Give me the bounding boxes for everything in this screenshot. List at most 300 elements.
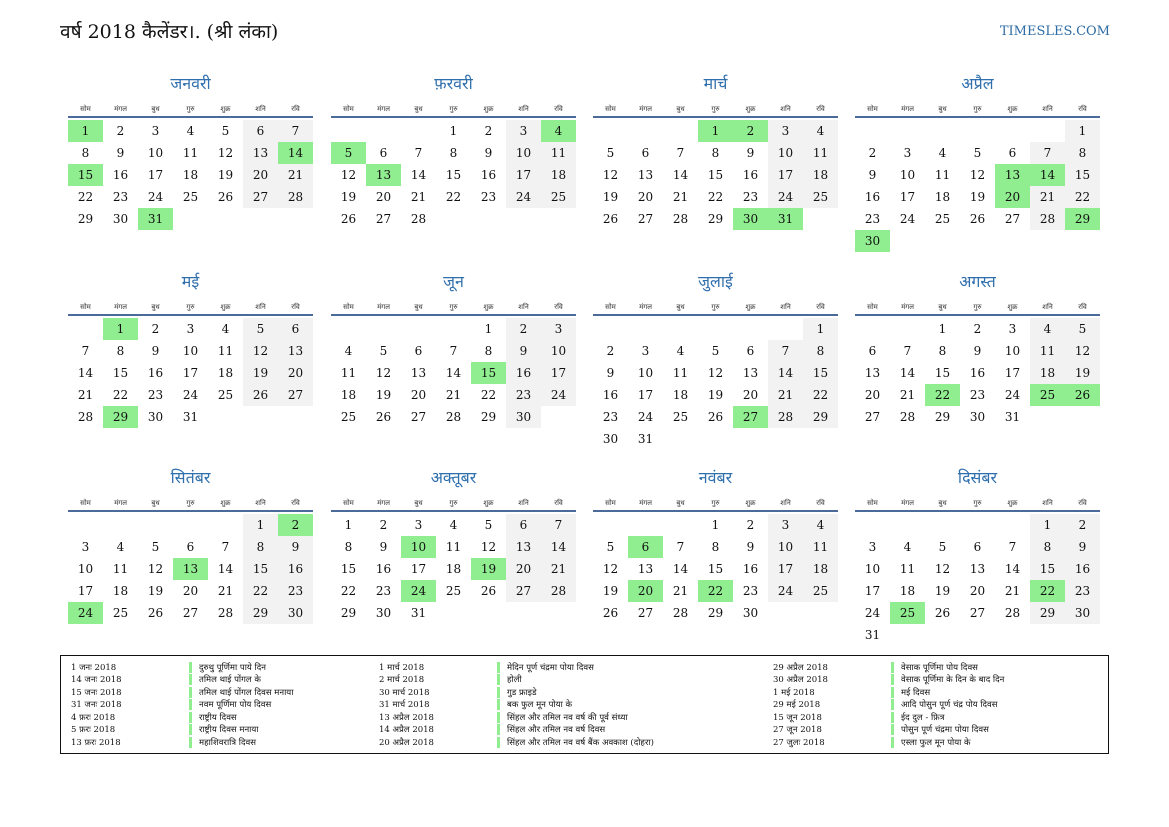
weekday-label: गुरु: [711, 499, 720, 507]
weekday-label: शुक्र: [1007, 499, 1018, 507]
day-cell: 6: [186, 540, 195, 554]
holiday-date: 20 अप्रैल 2018: [379, 737, 434, 748]
day-cell: 29: [340, 606, 357, 620]
empty-cell: [855, 514, 890, 536]
holiday-name: तमिल थाई पोंगल के: [199, 675, 261, 686]
holiday-row: [763, 699, 1004, 712]
weekday-label: मंगल: [639, 499, 652, 507]
day-cell: 12: [217, 146, 234, 160]
day-cell: 28: [1030, 208, 1065, 230]
day-cell: 9: [116, 146, 125, 160]
weekday-label: शनि: [518, 499, 529, 507]
day-cell: 19: [707, 388, 724, 402]
weekday-label: बुध: [938, 303, 947, 311]
weekday-label: मंगल: [377, 105, 390, 113]
holiday-date: 1 जनः 2018: [71, 662, 117, 673]
day-cell: 26: [707, 410, 724, 424]
weekday-label: रवि: [554, 499, 563, 507]
day-cell: 22: [707, 190, 724, 204]
day-cell: 16: [147, 366, 164, 380]
holiday-row: [369, 736, 654, 749]
holiday-date: 15 जनः 2018: [71, 687, 122, 698]
day-cell: 4: [221, 322, 230, 336]
days-grid: [855, 318, 1100, 428]
day-cell: 24: [541, 384, 576, 406]
day-cell: 24: [768, 186, 803, 208]
day-cell: 1: [803, 318, 838, 340]
day-cell: 14: [217, 562, 234, 576]
holiday-column: [61, 661, 293, 749]
day-cell: 21: [1030, 186, 1065, 208]
holiday-day-cell: 2: [733, 120, 768, 142]
holiday-name: सिंहल और तमिल नव वर्ष दिवस: [507, 725, 606, 736]
weekday-header: [68, 294, 313, 316]
empty-cell: [593, 318, 628, 340]
day-cell: 10: [77, 562, 94, 576]
weekday-label: गुरु: [186, 499, 195, 507]
weekday-header: [331, 490, 576, 512]
weekday-label: गुरु: [973, 499, 982, 507]
empty-cell: [890, 318, 925, 340]
day-cell: 8: [116, 344, 125, 358]
day-cell: 29: [1030, 602, 1065, 624]
day-cell: 10: [147, 146, 164, 160]
day-cell: 3: [81, 540, 90, 554]
day-cell: 25: [340, 410, 357, 424]
day-cell: 29: [934, 410, 951, 424]
weekday-label: बुध: [676, 499, 685, 507]
holiday-day-cell: 13: [366, 164, 401, 186]
empty-cell: [960, 514, 995, 536]
weekday-label: गुरु: [186, 303, 195, 311]
holiday-day-cell: 30: [733, 208, 768, 230]
day-cell: 30: [147, 410, 164, 424]
day-cell: 9: [746, 146, 755, 160]
holiday-date: 31 मार्च 2018: [379, 700, 430, 711]
day-cell: 22: [77, 190, 94, 204]
day-cell: 2: [746, 518, 755, 532]
day-cell: 11: [541, 142, 576, 164]
day-cell: 11: [803, 536, 838, 558]
weekday-label: मंगल: [639, 303, 652, 311]
page-title: वर्ष 2018 कैलेंडर।. (श्री लंका): [60, 21, 279, 43]
holiday-day-cell: 25: [1030, 384, 1065, 406]
day-cell: 31: [637, 432, 654, 446]
holiday-name: तमिल थाई पोंगल दिवस मनाया: [199, 687, 294, 698]
holiday-date: 27 जुलः 2018: [773, 737, 825, 748]
day-cell: 22: [445, 190, 462, 204]
day-cell: 9: [506, 340, 541, 362]
day-cell: 9: [1065, 536, 1100, 558]
day-cell: 10: [637, 366, 654, 380]
holiday-row: [763, 711, 1004, 724]
day-cell: 8: [938, 344, 947, 358]
day-cell: 6: [278, 318, 313, 340]
day-cell: 29: [243, 602, 278, 624]
weekday-label: रवि: [816, 499, 825, 507]
day-cell: 11: [803, 142, 838, 164]
day-cell: 22: [1065, 186, 1100, 208]
day-cell: 7: [1008, 540, 1017, 554]
day-cell: 25: [803, 186, 838, 208]
holiday-day-cell: 20: [995, 186, 1030, 208]
weekday-label: बुध: [938, 105, 947, 113]
day-cell: 13: [506, 536, 541, 558]
day-cell: 24: [147, 190, 164, 204]
holiday-day-cell: 22: [1030, 580, 1065, 602]
month-name: अप्रैल: [961, 74, 994, 93]
weekday-label: सोम: [343, 105, 354, 113]
empty-cell: [628, 318, 663, 340]
day-cell: 27: [375, 212, 392, 226]
holiday-day-cell: 1: [68, 120, 103, 142]
day-cell: 9: [278, 536, 313, 558]
holiday-day-cell: 14: [278, 142, 313, 164]
day-cell: 29: [707, 212, 724, 226]
day-cell: 21: [410, 190, 427, 204]
day-cell: 16: [1065, 558, 1100, 580]
weekday-label: मंगल: [901, 499, 914, 507]
day-cell: 6: [414, 344, 423, 358]
holiday-row: [369, 686, 654, 699]
day-cell: 28: [445, 410, 462, 424]
days-grid: [331, 120, 576, 230]
day-cell: 11: [217, 344, 234, 358]
weekday-label: शनि: [255, 499, 266, 507]
day-cell: 28: [217, 606, 234, 620]
weekday-header: [593, 294, 838, 316]
day-cell: 19: [934, 584, 951, 598]
day-cell: 25: [182, 190, 199, 204]
holiday-name: वेसाक पूर्णिमा पोय दिवस: [901, 662, 978, 673]
day-cell: 6: [973, 540, 982, 554]
day-cell: 11: [899, 562, 916, 576]
day-cell: 17: [147, 168, 164, 182]
day-cell: 27: [864, 410, 881, 424]
weekday-label: रवि: [291, 303, 300, 311]
day-cell: 11: [1030, 340, 1065, 362]
day-cell: 17: [77, 584, 94, 598]
holiday-marker: [891, 662, 894, 673]
day-cell: 4: [803, 120, 838, 142]
weekday-label: बुध: [414, 105, 423, 113]
day-cell: 19: [602, 584, 619, 598]
weekday-label: शनि: [1042, 499, 1053, 507]
day-cell: 16: [112, 168, 129, 182]
day-cell: 9: [151, 344, 160, 358]
day-cell: 21: [445, 388, 462, 402]
holiday-day-cell: 22: [925, 384, 960, 406]
day-cell: 7: [676, 540, 685, 554]
day-cell: 15: [1030, 558, 1065, 580]
empty-cell: [663, 120, 698, 142]
holiday-marker: [497, 724, 500, 735]
holiday-marker: [497, 712, 500, 723]
day-cell: 25: [217, 388, 234, 402]
day-cell: 6: [868, 344, 877, 358]
holiday-name: पोसुन पूर्ण चंद्रमा पोया दिवस: [901, 725, 989, 736]
day-cell: 28: [672, 212, 689, 226]
weekday-label: शुक्र: [220, 303, 231, 311]
day-cell: 27: [637, 606, 654, 620]
day-cell: 25: [541, 186, 576, 208]
month-name: अक्तूबर: [430, 468, 477, 487]
day-cell: 8: [711, 540, 720, 554]
day-cell: 7: [541, 514, 576, 536]
day-cell: 14: [410, 168, 427, 182]
empty-cell: [593, 120, 628, 142]
holiday-day-cell: 15: [471, 362, 506, 384]
day-cell: 4: [676, 344, 685, 358]
days-grid: [331, 514, 576, 624]
holiday-day-cell: 31: [768, 208, 803, 230]
empty-cell: [436, 318, 471, 340]
day-cell: 23: [969, 388, 986, 402]
day-cell: 10: [768, 536, 803, 558]
day-cell: 30: [278, 602, 313, 624]
day-cell: 17: [410, 562, 427, 576]
month-name: मार्च: [703, 74, 728, 93]
day-cell: 1: [1065, 120, 1100, 142]
holiday-marker: [189, 712, 192, 723]
day-cell: 10: [182, 344, 199, 358]
day-cell: 13: [278, 340, 313, 362]
day-cell: 15: [707, 168, 724, 182]
day-cell: 9: [606, 366, 615, 380]
day-cell: 19: [375, 388, 392, 402]
day-cell: 2: [484, 124, 493, 138]
day-cell: 27: [969, 606, 986, 620]
weekday-label: रवि: [1078, 499, 1087, 507]
day-cell: 7: [81, 344, 90, 358]
holiday-day-cell: 24: [401, 580, 436, 602]
day-cell: 28: [1004, 606, 1021, 620]
day-cell: 25: [672, 410, 689, 424]
weekday-label: गुरु: [449, 105, 458, 113]
holiday-row: [369, 699, 654, 712]
holiday-day-cell: 30: [855, 230, 890, 252]
holiday-date: 30 अप्रैल 2018: [773, 675, 828, 686]
holiday-date: 29 अप्रैल 2018: [773, 662, 828, 673]
weekday-label: गुरु: [449, 303, 458, 311]
day-cell: 31: [182, 410, 199, 424]
day-cell: 20: [278, 362, 313, 384]
weekday-label: सोम: [80, 303, 91, 311]
day-cell: 27: [243, 186, 278, 208]
day-cell: 7: [278, 120, 313, 142]
holiday-name: राष्ट्रीय दिवस मनाया: [199, 725, 259, 736]
day-cell: 16: [375, 562, 392, 576]
weekday-label: शुक्र: [483, 105, 494, 113]
weekday-label: शनि: [1042, 303, 1053, 311]
holiday-name: गुड फ्राइडे: [507, 687, 537, 698]
month-calendar: [331, 270, 576, 428]
day-cell: 30: [742, 606, 759, 620]
weekday-label: बुध: [676, 303, 685, 311]
holiday-row: [369, 724, 654, 737]
days-grid: [68, 514, 313, 624]
day-cell: 14: [672, 562, 689, 576]
holiday-day-cell: 1: [103, 318, 138, 340]
weekday-label: शनि: [255, 105, 266, 113]
day-cell: 15: [1065, 164, 1100, 186]
day-cell: 21: [672, 584, 689, 598]
day-cell: 15: [707, 562, 724, 576]
weekday-label: रवि: [1078, 303, 1087, 311]
day-cell: 15: [112, 366, 129, 380]
day-cell: 15: [243, 558, 278, 580]
day-cell: 17: [637, 388, 654, 402]
day-cell: 14: [541, 536, 576, 558]
holiday-day-cell: 15: [68, 164, 103, 186]
holiday-marker: [189, 699, 192, 710]
day-cell: 26: [147, 606, 164, 620]
day-cell: 14: [77, 366, 94, 380]
day-cell: 29: [803, 406, 838, 428]
weekday-header: [855, 294, 1100, 316]
day-cell: 27: [410, 410, 427, 424]
empty-cell: [925, 120, 960, 142]
weekday-label: बुध: [676, 105, 685, 113]
day-cell: 24: [899, 212, 916, 226]
day-cell: 7: [768, 340, 803, 362]
day-cell: 3: [641, 344, 650, 358]
holiday-day-cell: 24: [68, 602, 103, 624]
day-cell: 3: [868, 540, 877, 554]
day-cell: 18: [112, 584, 129, 598]
day-cell: 22: [112, 388, 129, 402]
day-cell: 28: [768, 406, 803, 428]
holiday-row: [61, 686, 293, 699]
day-cell: 19: [969, 190, 986, 204]
day-cell: 20: [864, 388, 881, 402]
site-link[interactable]: TIMESLES.COM: [999, 24, 1110, 39]
day-cell: 16: [742, 168, 759, 182]
day-cell: 5: [711, 344, 720, 358]
day-cell: 27: [637, 212, 654, 226]
empty-cell: [68, 318, 103, 340]
weekday-label: शुक्र: [1007, 303, 1018, 311]
day-cell: 30: [969, 410, 986, 424]
holiday-name: सिंहल और तमिल नव वर्ष बैंक अवकाश (दोहरा): [507, 737, 654, 748]
day-cell: 5: [973, 146, 982, 160]
day-cell: 12: [969, 168, 986, 182]
day-cell: 23: [742, 584, 759, 598]
weekday-label: शुक्र: [483, 303, 494, 311]
holiday-date: 30 मार्च 2018: [379, 687, 430, 698]
day-cell: 18: [217, 366, 234, 380]
day-cell: 11: [182, 146, 199, 160]
empty-cell: [960, 120, 995, 142]
holiday-name: ईद दुल - फ़ित्र: [901, 712, 945, 723]
day-cell: 5: [221, 124, 230, 138]
holiday-date: 13 अप्रैल 2018: [379, 712, 434, 723]
day-cell: 2: [506, 318, 541, 340]
day-cell: 26: [602, 606, 619, 620]
day-cell: 14: [899, 366, 916, 380]
empty-cell: [698, 318, 733, 340]
day-cell: 4: [1030, 318, 1065, 340]
day-cell: 22: [243, 580, 278, 602]
day-cell: 14: [1004, 562, 1021, 576]
holiday-name: नवम पूर्णिमा पोय दिवस: [199, 700, 272, 711]
weekday-label: सोम: [343, 303, 354, 311]
day-cell: 2: [868, 146, 877, 160]
day-cell: 21: [278, 164, 313, 186]
day-cell: 20: [410, 388, 427, 402]
holiday-marker: [497, 737, 500, 748]
day-cell: 11: [340, 366, 357, 380]
weekday-label: शनि: [518, 303, 529, 311]
day-cell: 8: [711, 146, 720, 160]
holiday-list: [60, 655, 1109, 754]
day-cell: 28: [278, 186, 313, 208]
day-cell: 21: [672, 190, 689, 204]
day-cell: 24: [182, 388, 199, 402]
weekday-label: सोम: [80, 105, 91, 113]
day-cell: 3: [506, 120, 541, 142]
weekday-label: सोम: [605, 303, 616, 311]
holiday-date: 1 मई 2018: [773, 687, 815, 698]
day-cell: 31: [410, 606, 427, 620]
day-cell: 15: [934, 366, 951, 380]
day-cell: 17: [541, 362, 576, 384]
day-cell: 23: [112, 190, 129, 204]
weekday-label: शनि: [255, 303, 266, 311]
day-cell: 24: [1004, 388, 1021, 402]
holiday-day-cell: 1: [698, 120, 733, 142]
weekday-label: मंगल: [114, 303, 127, 311]
day-cell: 11: [934, 168, 951, 182]
holiday-row: [61, 724, 293, 737]
day-cell: 16: [864, 190, 881, 204]
day-cell: 26: [969, 212, 986, 226]
holiday-day-cell: 10: [401, 536, 436, 558]
day-cell: 18: [803, 558, 838, 580]
holiday-row: [763, 661, 1004, 674]
month-name: दिसंबर: [957, 468, 998, 487]
days-grid: [855, 120, 1100, 252]
day-cell: 18: [182, 168, 199, 182]
weekday-label: गुरु: [711, 303, 720, 311]
holiday-column: [369, 661, 654, 749]
day-cell: 22: [480, 388, 497, 402]
days-grid: [68, 120, 313, 230]
day-cell: 17: [182, 366, 199, 380]
day-cell: 8: [344, 540, 353, 554]
day-cell: 2: [379, 518, 388, 532]
holiday-day-cell: 2: [278, 514, 313, 536]
day-cell: 1: [484, 322, 493, 336]
weekday-header: [855, 490, 1100, 512]
day-cell: 18: [340, 388, 357, 402]
empty-cell: [173, 514, 208, 536]
day-cell: 8: [243, 536, 278, 558]
day-cell: 24: [768, 580, 803, 602]
weekday-label: शनि: [780, 303, 791, 311]
day-cell: 2: [606, 344, 615, 358]
holiday-day-cell: 26: [1065, 384, 1100, 406]
holiday-day-cell: 29: [103, 406, 138, 428]
holiday-day-cell: 29: [1065, 208, 1100, 230]
day-cell: 16: [969, 366, 986, 380]
holiday-row: [369, 674, 654, 687]
day-cell: 26: [217, 190, 234, 204]
holiday-name: मई दिवस: [901, 687, 931, 698]
weekday-header: [331, 294, 576, 316]
month-name: जून: [443, 272, 464, 291]
empty-cell: [593, 514, 628, 536]
